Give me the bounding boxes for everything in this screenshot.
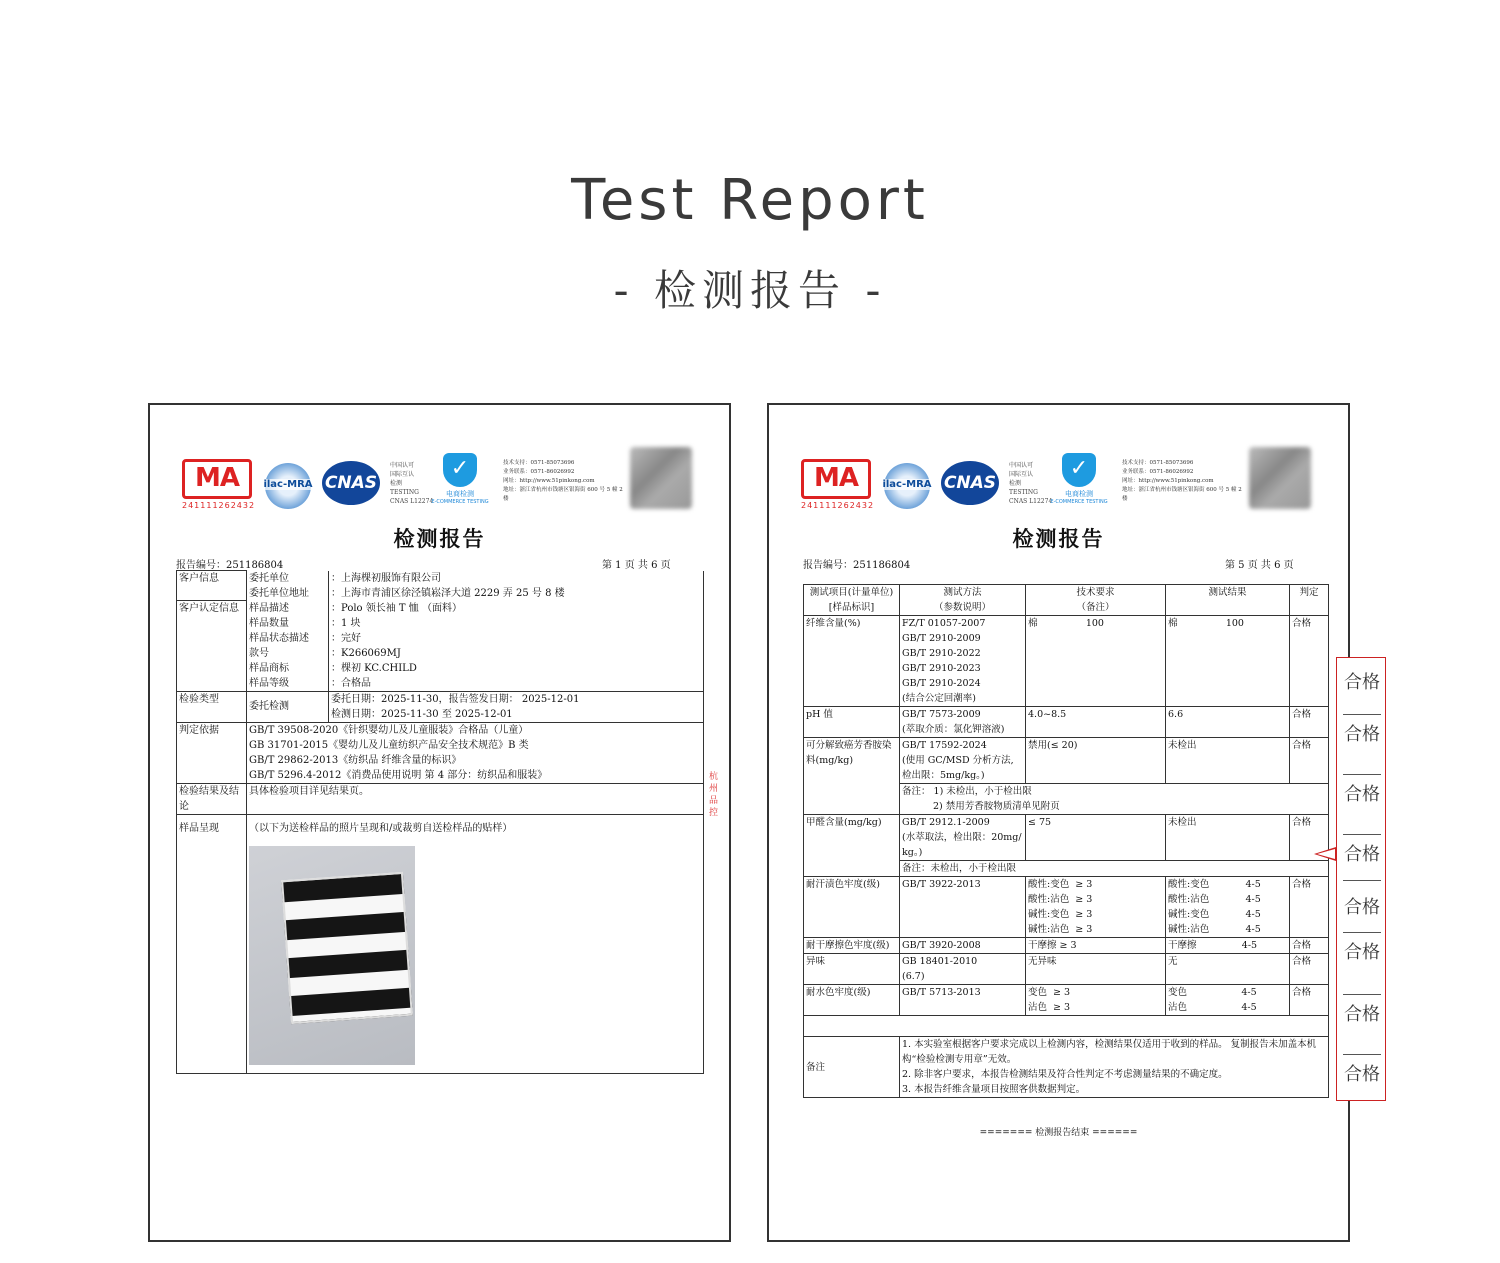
shield-check-icon: ✓ bbox=[1062, 453, 1096, 487]
ilac-mra-logo: ilac-MRA bbox=[884, 463, 930, 509]
table-row: 纤维含量(%) FZ/T 01057-2007 GB/T 2910-2009 GB/T 2910-2022 GB/T 2910-2023 GB/T 2910-2024 (结合公定回潮率) 棉 100 棉 100 合格 bbox=[804, 616, 1329, 707]
report-info-table: 客户信息 委托单位 ：上海棵初服饰有限公司 委托单位地址 ：上海市青浦区徐泾镇崧泽大道 2229 弄 25 号 8 楼 客户认定信息 样品描述 ：Polo 领长袖 T 恤 （面料） 样品数量 ：1 块 样品状态描述 ：完好 款号 ：K266069MJ 样品商标 ：棵初 KC.CHILD 样品等级 ：合格品 检验类型 委托检测 委托日期：2025-11-30，报告签发日期： 2025-12-01 检测日期：2025-11-30 至 2025-12-01 判定依据 GB/T 39508-2020《针织婴幼儿及儿童服装》合格品（儿童） GB 31701-2015《婴幼儿及儿童纺织产品安全技术规范》B 类 GB/T 29862-2013《纺织品 纤维含量的标识》 GB/T 5296.4-2012《消费品使用说明 第 4 部分：纺织品和服装》 检验结果及结论 具体检验项目详见结果页。 样品呈现 （以下为送检样品的照片呈现和/或裁剪自送检样品的贴样） bbox=[176, 570, 704, 1074]
client-label: 客户信息 bbox=[177, 571, 247, 601]
verdict-item: 合格 bbox=[1344, 1064, 1380, 1085]
page-subtitle: - 检测报告 - bbox=[613, 266, 887, 315]
table-row: pH 值 GB/T 7573-2009 (萃取介质：氯化钾溶液) 4.0~8.5 6.6 合格 bbox=[804, 707, 1329, 738]
ilac-mra-logo: ilac-MRA bbox=[265, 463, 311, 509]
remark-label: 备注 bbox=[804, 1037, 900, 1098]
qr-code-icon bbox=[1249, 447, 1311, 509]
table-row: 耐水色牢度(级) GB/T 5713-2013 变色 ≥ 3 沾色 ≥ 3 变色 4-5 沾色 4-5 合格 bbox=[804, 985, 1329, 1016]
verdict-item: 合格 bbox=[1344, 672, 1380, 693]
report-end: ======= 检测报告结束 ====== bbox=[979, 1128, 1138, 1138]
ecommerce-testing-logo: ✓ 电商检测 E-COMMERCE TESTING bbox=[1049, 453, 1109, 505]
table-row: 甲醛含量(mg/kg) GB/T 2912.1-2009 (水萃取法，检出限：20mg/ kg。) ≤ 75 未检出 合格 bbox=[804, 815, 1329, 861]
inspect-label: 检验类型 bbox=[177, 691, 247, 722]
verdict-item: 合格 bbox=[1344, 942, 1380, 963]
page-indicator: 第 1 页 共 6 页 bbox=[602, 560, 671, 571]
cma-logo: MA 241111262432 bbox=[182, 459, 252, 510]
contact-info: 技术支持：0571-85073696 业务联系：0571-86026992 网址：http://www.51pinkong.com 地址：浙江省杭州市钱塘区银海街 600 号 5 幢 2 楼 bbox=[1122, 460, 1242, 502]
shield-check-icon: ✓ bbox=[443, 453, 477, 487]
cnas-text: 中国认可 国际互认 检测 TESTING CNAS L12274 bbox=[390, 462, 434, 505]
report-number: 报告编号：251186804 bbox=[176, 560, 284, 571]
stamp-text: 杭州品控 bbox=[707, 771, 717, 819]
table-row: 耐干摩擦色牢度(级) GB/T 3920-2008 干摩擦 ≥ 3 干摩擦 4-5 合格 bbox=[804, 938, 1329, 954]
sample-photo bbox=[249, 846, 415, 1065]
table-row: 异味 GB 18401-2010 (6.7) 无异味 无 合格 bbox=[804, 954, 1329, 985]
page-title: Test Report bbox=[571, 168, 929, 233]
contact-info: 技术支持：0571-85073696 业务联系：0571-86026992 网址：http://www.51pinkong.com 地址：浙江省杭州市钱塘区银海街 600 号 5 幢 2 楼 bbox=[503, 460, 623, 502]
report-page-1 bbox=[148, 403, 731, 1242]
ecommerce-testing-logo: ✓ 电商检测 E-COMMERCE TESTING bbox=[430, 453, 490, 505]
basis-label: 判定依据 bbox=[177, 722, 247, 783]
page-indicator: 第 5 页 共 6 页 bbox=[1225, 560, 1294, 571]
result-label: 检验结果及结论 bbox=[177, 783, 247, 814]
verdict-item: 合格 bbox=[1344, 1004, 1380, 1025]
photo-label: 样品呈现 bbox=[177, 814, 247, 1073]
table-row: 耐汗渍色牢度(级) GB/T 3922-2013 酸性:变色 ≥ 3 酸性:沾色 ≥ 3 碱性:变色 ≥ 3 碱性:沾色 ≥ 3 酸性:变色 4-5 酸性:沾色 4-5 碱性:变色 4-5 碱性:沾色 4-5 合格 bbox=[804, 877, 1329, 938]
report-title: 检测报告 bbox=[393, 526, 486, 551]
qr-code-icon bbox=[630, 447, 692, 509]
table-row: 可分解致癌芳香胺染料(mg/kg) GB/T 17592-2024 (使用 GC/MSD 分析方法, 检出限：5mg/kg。) 禁用(≤ 20) 未检出 合格 bbox=[804, 738, 1329, 784]
verdict-item: 合格 bbox=[1344, 784, 1380, 805]
report-title: 检测报告 bbox=[1012, 526, 1105, 551]
verdict-item: 合格 bbox=[1344, 897, 1380, 918]
callout-arrow bbox=[1314, 847, 1336, 861]
cma-logo: MA 241111262432 bbox=[801, 459, 871, 510]
cnas-logo: CNAS bbox=[322, 461, 380, 505]
verdict-callout bbox=[1336, 657, 1386, 1101]
results-table: 测试项目(计量单位) [样品标识] 测试方法 （参数说明） 技术要求 （备注） 测试结果 判定 纤维含量(%) FZ/T 01057-2007 GB/T 2910-2009 GB/T 2910-2022 GB/T 2910-2023 GB/T 2910-2024 (结合公定回潮率) 棉 100 棉 100 合格 pH 值 GB/T 7573-2009 (萃取介质：氯化钾溶液) 4.0~8.5 6.6 合格 可分解致癌芳香胺染料(mg/kg) GB/T 17592-2024 (使用 GC/MSD 分析方法, 检出限：5mg/kg。) 禁用(≤ 20) 未检出 合格 备注： 1) 未检出，小于检出限 2) 禁用芳香胺物质清单见附页 甲醛含量(mg/kg) GB/T 2912.1-2009 (水萃取法，检出限：20mg/ kg。) ≤ 75 未检出 合格 备注：未检出，小于检出限 耐汗渍色牢度(级) GB/T 3922-2013 酸性:变色 ≥ 3 酸性:沾色 ≥ 3 碱性:变色 ≥ 3 碱性:沾色 ≥ 3 酸性:变色 4-5 酸性:沾色 4-5 碱性:变色 4-5 碱性:沾色 4-5 合格 耐干摩擦色牢度(级) GB/T 3920-2008 干摩擦 ≥ 3 干摩擦 4-5 合格 异味 GB 18401-2010 (6.7) 无异味 无 合格 耐水色牢度(级) GB/T 5713-2013 变色 ≥ 3 沾色 ≥ 3 变色 4-5 沾色 4-5 合格 备注 1. 本实验室根据客户要求完成以上检测内容，检测结果仅适用于收到的样品。 复制报告未加盖本机构“检验检测专用章”无效。 2. 除非客户要求，本报告检测结果及符合性判定不考虑测量结果的不确定度。 3. 本报告纤维含量项目按照客供数据判定。 bbox=[803, 584, 1329, 1098]
verdict-item: 合格 bbox=[1344, 724, 1380, 745]
cnas-logo: CNAS bbox=[941, 461, 999, 505]
sample-label: 客户认定信息 bbox=[177, 601, 247, 692]
cnas-text: 中国认可 国际互认 检测 TESTING CNAS L12274 bbox=[1009, 462, 1053, 505]
report-number: 报告编号：251186804 bbox=[803, 560, 911, 571]
verdict-item: 合格 bbox=[1344, 844, 1380, 865]
report-page-5 bbox=[767, 403, 1350, 1242]
